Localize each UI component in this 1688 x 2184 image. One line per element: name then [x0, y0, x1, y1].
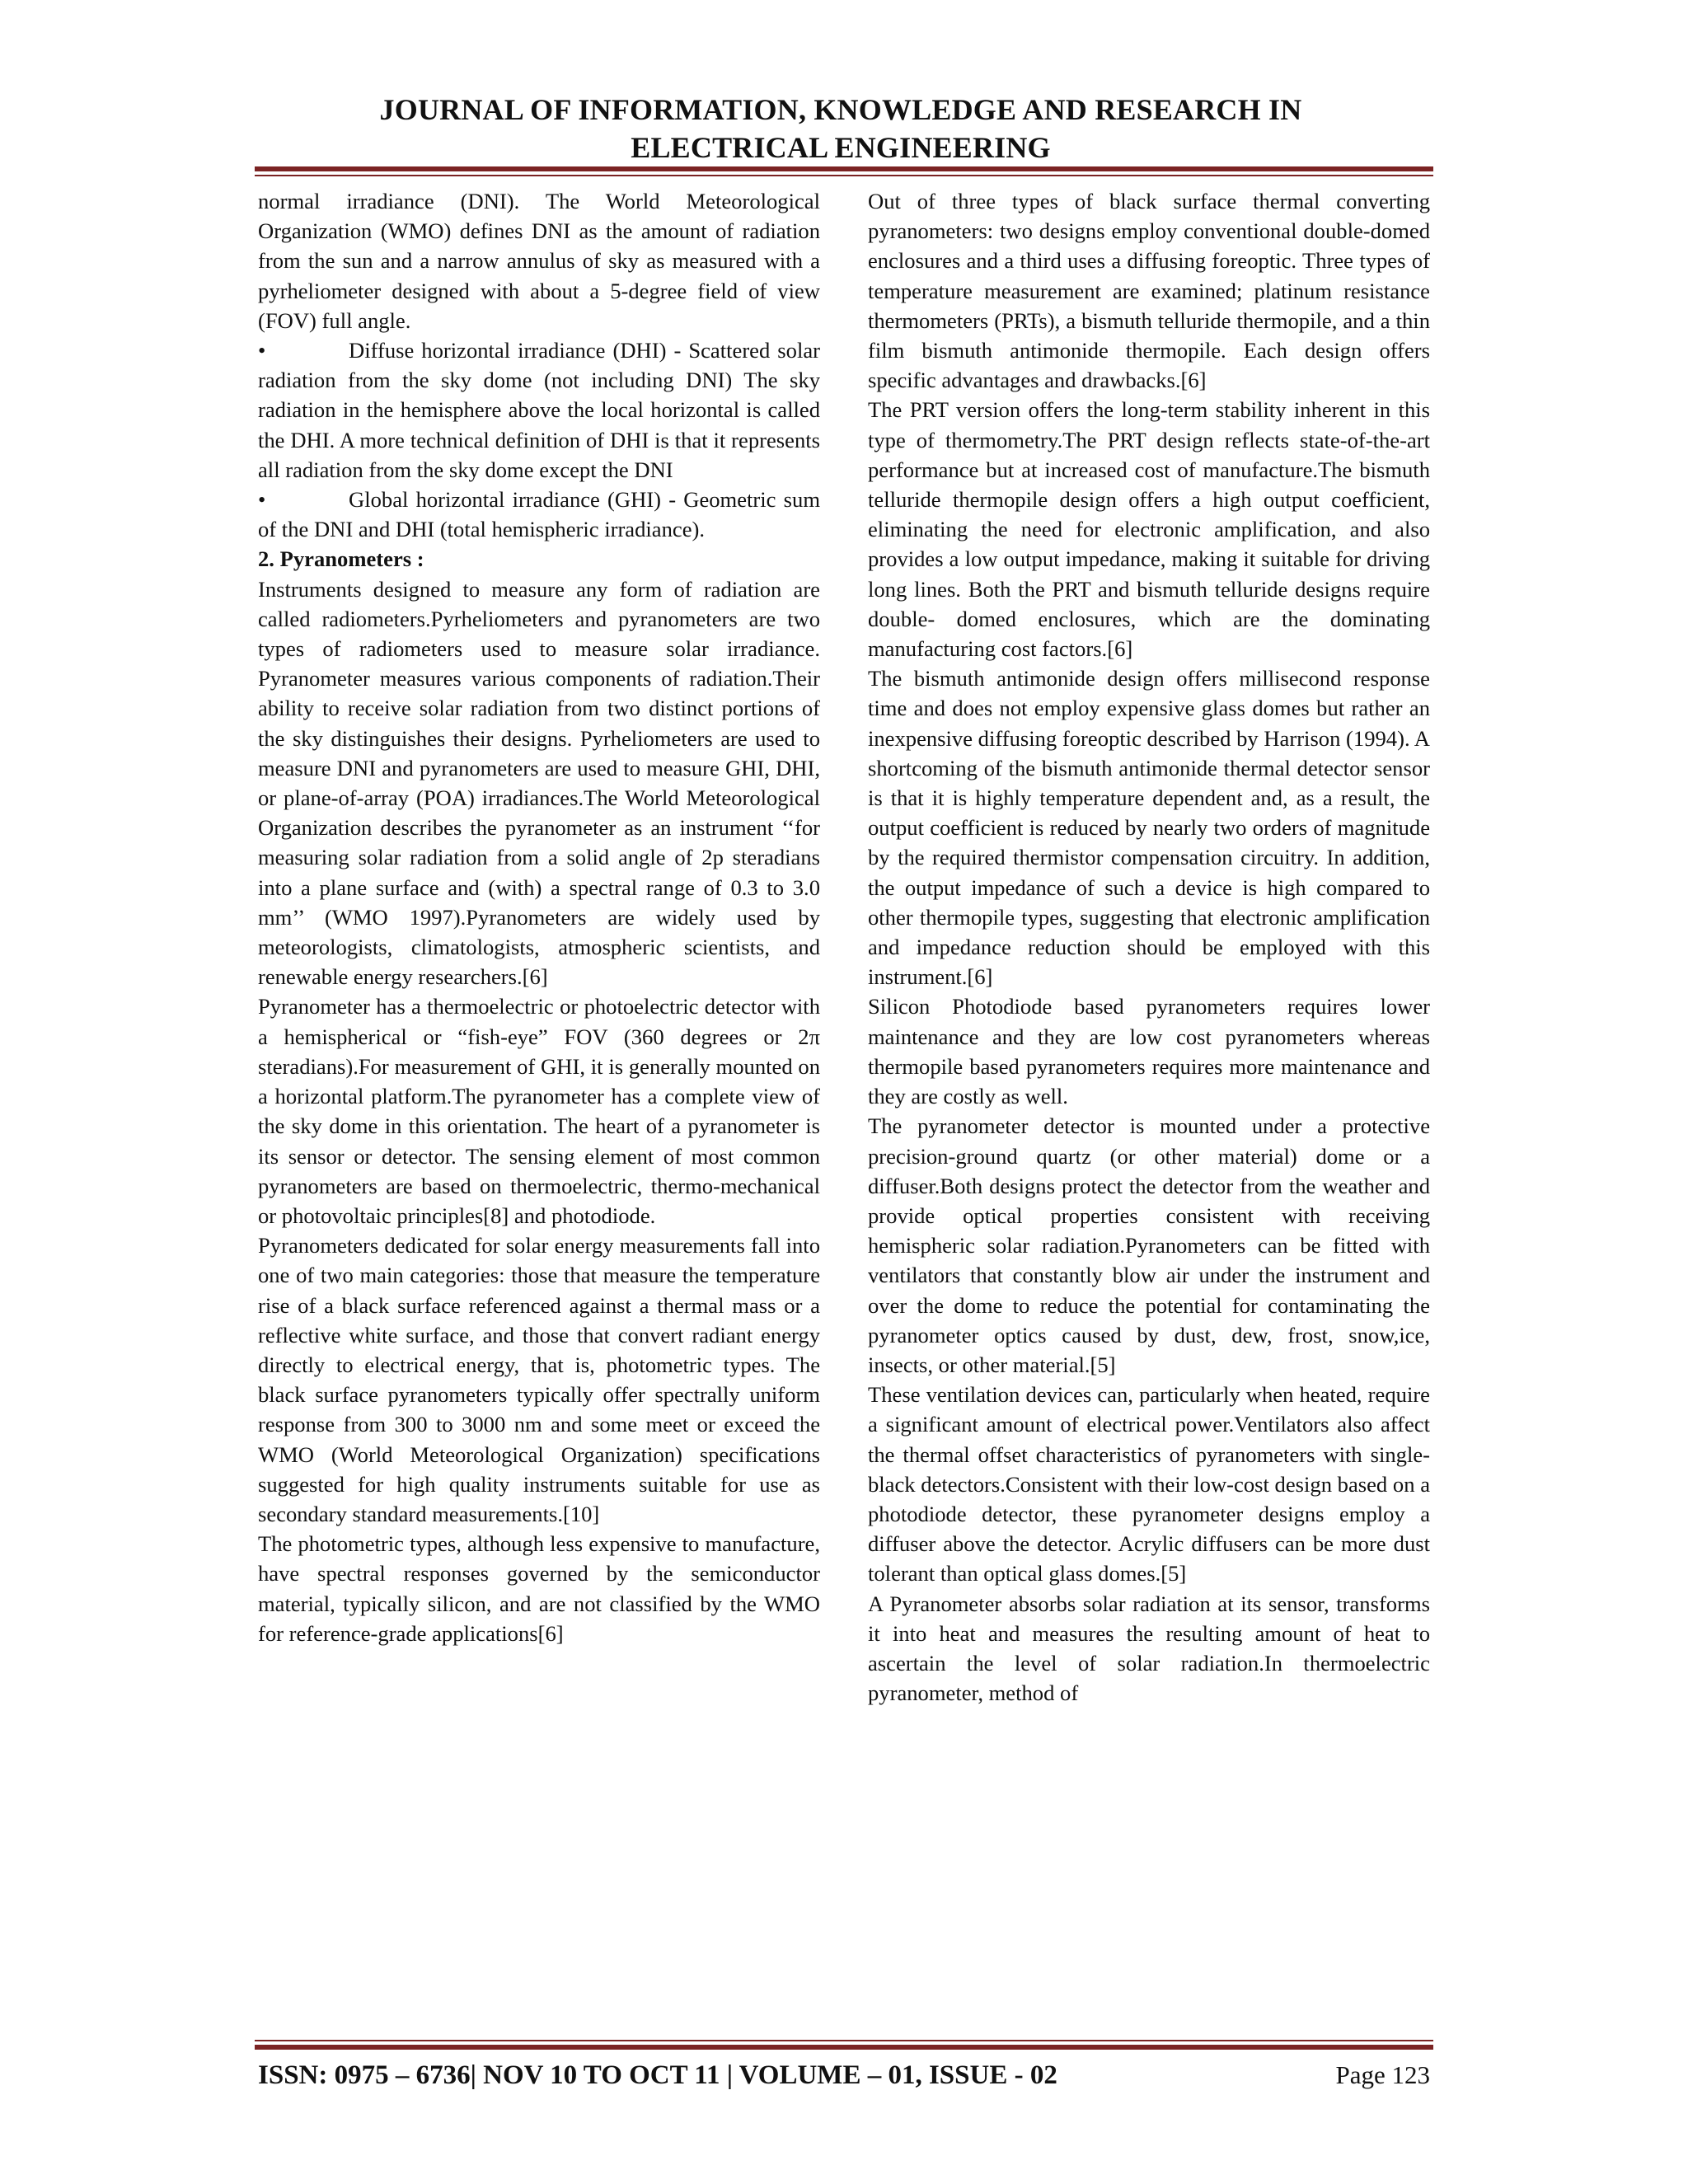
- footer-rule-thick: [255, 2045, 1433, 2050]
- bullet-text-dhi: Diffuse horizontal irradiance (DHI) - Scattered solar radiation from the sky dome (not including DNI) The sky radiation in the hemisphere above the local horizontal is called the DHI. A more technical definition of DHI is that it represents all radiation from the sky dome except the DNI: [258, 338, 820, 482]
- paragraph-mounted: The pyranometer detector is mounted under a protective precision-ground quartz (or other material) dome or a diffuser.Both designs protect the detector from the weather and provide optical properties consistent with receiving hemispheric solar radiation.Pyranometers can be fitted with ventilators that constantly blow air under the instrument and over the dome to reduce the potential for contaminating the pyranometer optics caused by dust, dew, frost, snow,ice, insects, or other material.[5]: [868, 1113, 1430, 1377]
- bullet-mark: •: [258, 487, 266, 513]
- paragraph-bismuth: The bismuth antimonide design offers millisecond response time and does not employ expensive glass domes but rather an inexpensive diffusing foreoptic described by Harrison (1994). A shortcoming of the bismuth antimonide thermal detector sensor is that it is highly temperature dependent and, as a result, the output coefficient is reduced by nearly two orders of magnitude by the required thermistor compensation circuitry. In addition, the output impedance of such a device is high compared to other thermopile types, suggesting that electronic amplification and impedance reduction should be employed with this instrument.[6]: [868, 666, 1430, 990]
- section-heading: 2. Pyranometers :: [258, 546, 424, 572]
- header-rule-thick: [255, 166, 1433, 171]
- paragraph-dni: normal irradiance (DNI). The World Meteorological Organization (WMO) defines DNI as the amount of radiation from the sun and a narrow annulus of sky as measured with a pyrheliometer designed with about a 5-degree field of view (FOV) full angle.: [258, 189, 820, 333]
- header-rule-thin: [255, 175, 1433, 176]
- bullet-mark: •: [258, 338, 266, 363]
- page-footer: [258, 2055, 1430, 2095]
- paragraph-instruments: Instruments designed to measure any form of radiation are called radiometers.Pyrheliometers and pyranometers are two types of radiometers used to measure solar irradiance. Pyranometer measures various components of radiation.Their ability to receive solar radiation from two distinct portions of the sky distinguishes their designs. Pyrheliometers are used to measure DNI and pyranometers are used to measure GHI, DHI, or plane-of-array (POA) irradiances.The World Meteorological Organization describes the pyranometer as an instrument ‘‘for measuring solar radiation from a solid angle of 2p steradians into a plane surface and (with) a spectral range of 0.3 to 3.0 mm’’ (WMO 1997).Pyranometers are widely used by meteorologists, climatologists, atmospheric scientists, and renewable energy researchers.[6]: [258, 576, 820, 990]
- bullet-text-ghi: Global horizontal irradiance (GHI) - Geometric sum of the DNI and DHI (total hemispheric irradiance).: [258, 487, 820, 542]
- journal-title-line-2: ELECTRICAL ENGINEERING: [631, 131, 1051, 164]
- paragraph-black-surface: Out of three types of black surface thermal converting pyranometers: two designs employ conventional double-domed enclosures and a third uses a diffusing foreoptic. Three types of temperature measurement are examined; platinum resistance thermometers (PRTs), a bismuth telluride thermopile, and a thin film bismuth antimonide thermopile. Each design offers specific advantages and drawbacks.[6]: [868, 189, 1430, 393]
- left-column: [258, 186, 820, 1648]
- bullet-item-dhi: [258, 335, 820, 485]
- page-number: Page 123: [1335, 2060, 1430, 2089]
- paragraph-prt: The PRT version offers the long-term stability inherent in this type of thermometry.The PRT design reflects state-of-the-art performance but at increased cost of manufacture.The bismuth telluride thermopile design offers a high output coefficient, eliminating the need for electronic amplification, and also provides a low output impedance, making it suitable for driving long lines. Both the PRT and bismuth telluride designs require double- domed enclosures, which are the dominating manufacturing cost factors.[6]: [868, 397, 1430, 662]
- bullet-item-ghi: [258, 485, 820, 544]
- paragraph-categories: Pyranometers dedicated for solar energy measurements fall into one of two main categories: those that measure the temperature rise of a black surface referenced against a thermal mass or a reflective white surface, and those that convert radiant energy directly to electrical energy, that is, photometric types. The black surface pyranometers typically offer spectrally uniform response from 300 to 3000 nm and some meet or exceed the WMO (World Meteorological Organization) specifications suggested for high quality instruments suitable for use as secondary standard measurements.[10]: [258, 1233, 820, 1526]
- journal-title-line-1: JOURNAL OF INFORMATION, KNOWLEDGE AND RESEARCH IN: [379, 93, 1302, 126]
- paragraph-photometric: The photometric types, although less expensive to manufacture, have spectral responses governed by the semiconductor material, typically silicon, and are not classified by the WMO for reference-grade applications[6]: [258, 1531, 820, 1646]
- paragraph-absorbs: A Pyranometer absorbs solar radiation at its sensor, transforms it into heat and measures the resulting amount of heat to ascertain the level of solar radiation.In thermoelectric pyranometer, method of: [868, 1591, 1430, 1706]
- paragraph-silicon: Silicon Photodiode based pyranometers requires lower maintenance and they are low cost pyranometers whereas thermopile based pyranometers requires more maintenance and they are costly as well.: [868, 994, 1430, 1109]
- paragraph-detector: Pyranometer has a thermoelectric or photoelectric detector with a hemispherical or “fish-eye” FOV (360 degrees or 2π steradians).For measurement of GHI, it is generally mounted on a horizontal platform.The pyranometer has a complete view of the sky dome in this orientation. The heart of a pyranometer is its sensor or detector. The sensing element of most common pyranometers are based on thermoelectric, thermo-mechanical or photovoltaic principles[8] and photodiode.: [258, 994, 820, 1228]
- paragraph-ventilation: These ventilation devices can, particularly when heated, require a significant amount of electrical power.Ventilators also affect the thermal offset characteristics of pyranometers with single-black detectors.Consistent with their low-cost design based on a photodiode detector, these pyranometer designs employ a diffuser above the detector. Acrylic diffusers can be more dust tolerant than optical glass domes.[5]: [868, 1382, 1430, 1586]
- footer-rule-thin: [255, 2040, 1433, 2041]
- footer-issn: ISSN: 0975 – 6736| NOV 10 TO OCT 11 | VOLUME – 01, ISSUE - 02: [258, 2060, 1057, 2090]
- right-column: [868, 186, 1430, 1708]
- journal-header: [247, 91, 1434, 166]
